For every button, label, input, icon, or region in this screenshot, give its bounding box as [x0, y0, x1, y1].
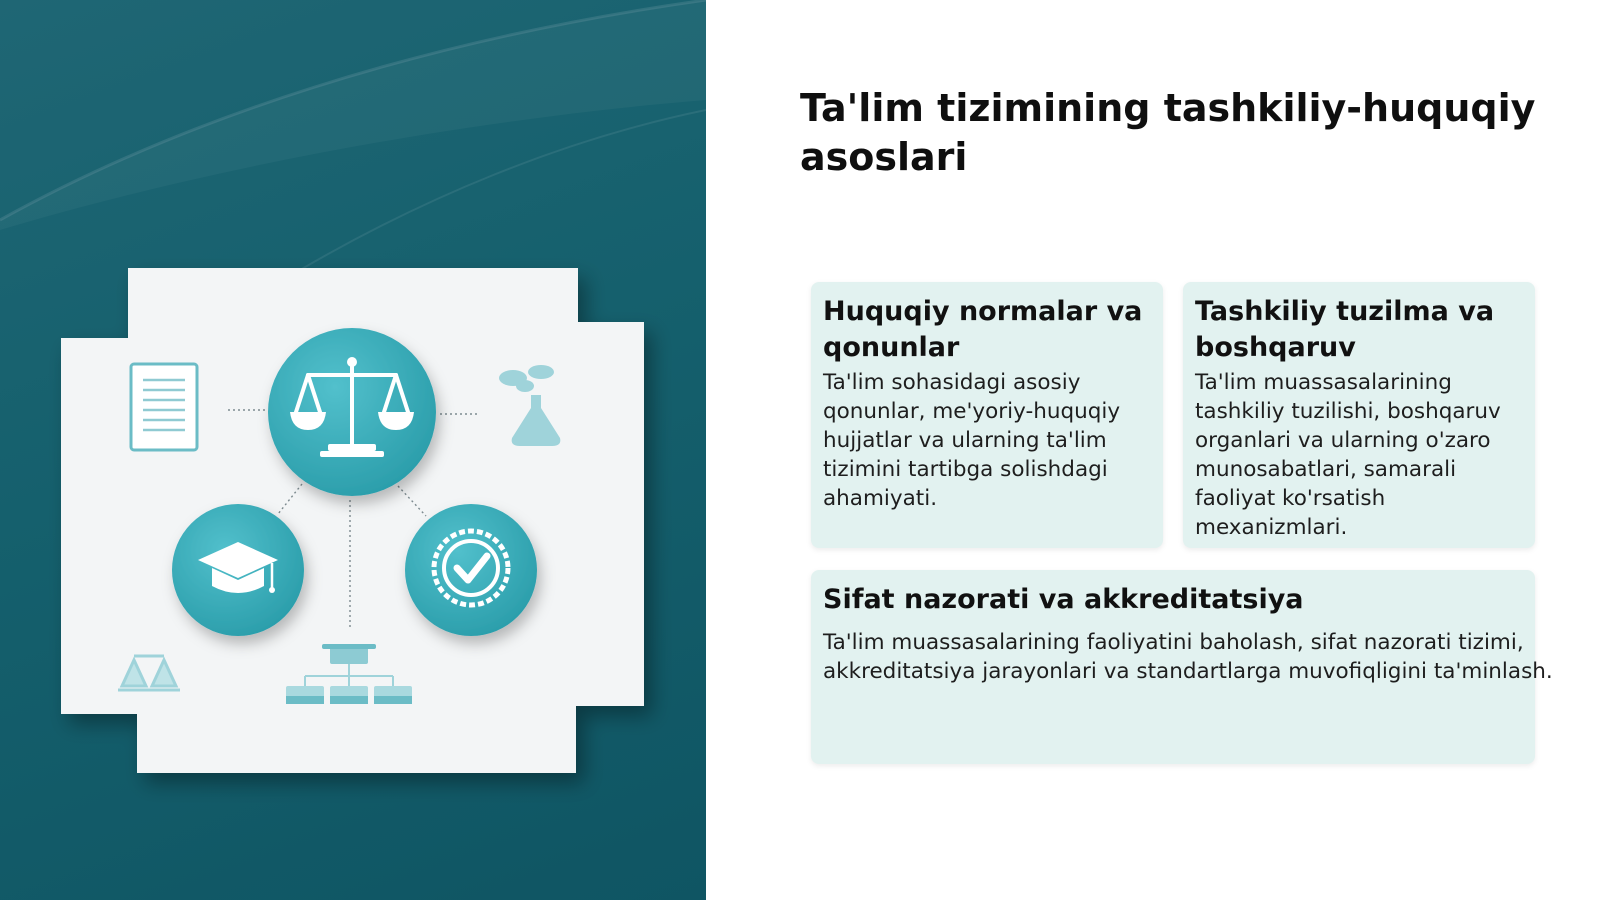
card-text: Ta'lim muassasalarining tashkiliy tuzilishi, boshqaruv organlari va ularning o'zaro munosabatlari, samarali faoliyat ko'rsatish mexanizmlari.: [1195, 370, 1501, 540]
card-text: Ta'lim sohasidagi asosiy qonunlar, me'yoriy-huquqiy hujjatlar va ularning ta'lim tizimini tartibga solishdagi ahamiyati.: [823, 370, 1121, 511]
document-icon: [131, 364, 197, 450]
card-heading: Sifat nazorati va akkreditatsiya: [823, 584, 1304, 615]
scales-of-justice-icon: [268, 328, 436, 496]
card-legal-norms: [811, 282, 1163, 548]
card-heading: Huquqiy normalar va qonunlar: [823, 296, 1143, 363]
education-law-illustration: [0, 0, 706, 900]
card-quality-control: [811, 570, 1553, 764]
card-text: Ta'lim muassasalarining faoliyatini baholash, sifat nazorati tizimi, akkreditatsiya jarayonlari va standartlarga muvofiqligini ta'minlash.: [823, 630, 1553, 684]
illustration-panel: [0, 0, 706, 900]
slide-title: Ta'lim tizimining tashkiliy-huquqiy asoslari: [800, 86, 1536, 179]
card-heading: Tashkiliy tuzilma va boshqaruv: [1195, 296, 1495, 363]
card-organizational-structure: [1183, 282, 1535, 548]
graduation-cap-icon: [172, 504, 304, 636]
certified-seal-icon: [405, 504, 537, 636]
